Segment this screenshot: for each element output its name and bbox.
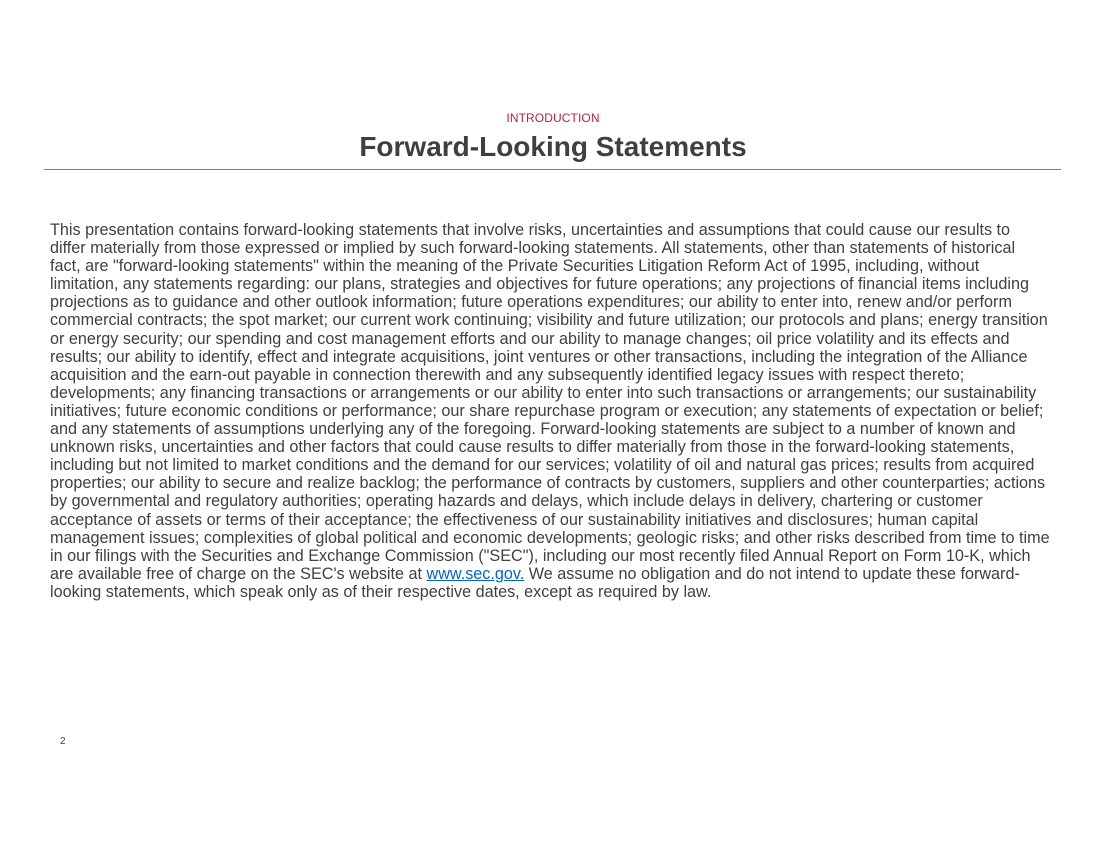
section-label: INTRODUCTION [506, 111, 600, 125]
page-title: Forward-Looking Statements [359, 131, 747, 162]
disclaimer-paragraph [50, 221, 1050, 601]
disclaimer-text-before-link: This presentation contains forward-looking statements that involve risks, uncertainties and assumptions that could cause our results to differ materially from those expressed or implied by such forward-looking statements. All statements, other than statements of historical fact, are "forward-looking statements" within the meaning of the Private Securities Litigation Reform Act of 1995, including, without limitation, any statements regarding: our plans, strategies and objectives for future operations; any projections of financial items including projections as to guidance and other outlook information; future operations expenditures; our ability to enter into, renew and/or perform commercial contracts; the spot market; our current work continuing; visibility and future utilization; our protocols and plans; energy transition or energy security; our spending and cost management efforts and our ability to manage changes; oil price volatility and its effects and results; our ability to identify, effect and integrate acquisitions, joint ventures or other transactions, including the integration of the Alliance acquisition and the earn-out payable in connection therewith and any subsequently identified legacy issues with respect thereto; developments; any financing transactions or arrangements or our ability to enter into such transactions or arrangements; our sustainability initiatives; future economic conditions or performance; our share repurchase program or execution; any statements of expectation or belief; and any statements of assumptions underlying any of the foregoing. Forward-looking statements are subject to a number of known and unknown risks, uncertainties and other factors that could cause results to differ materially from those in the forward-looking statements, including but not limited to market conditions and the demand for our services; volatility of oil and natural gas prices; results from acquired properties; our ability to secure and realize backlog; the performance of contracts by customers, suppliers and other counterparties; actions by governmental and regulatory authorities; operating hazards and delays, which include delays in delivery, chartering or customer acceptance of assets or terms of their acceptance; the effectiveness of our sustainability initiatives and disclosures; human capital management issues; complexities of global political and economic developments; geologic risks; and other risks described from time to time in our filings with the Securities and Exchange Commission ("SEC"), including our most recently filed Annual Report on Form 10-K, which are available free of charge on the SEC's website at [50, 221, 1050, 583]
title-divider [44, 169, 1061, 170]
page-number: 2 [60, 736, 66, 747]
disclaimer-text-after-link: We assume no obligation and do not intend to update these forward-looking statements, which speak only as of their respective dates, except as required by law. [50, 564, 1020, 601]
sec-website-link[interactable]: www.sec.gov. [426, 564, 525, 583]
